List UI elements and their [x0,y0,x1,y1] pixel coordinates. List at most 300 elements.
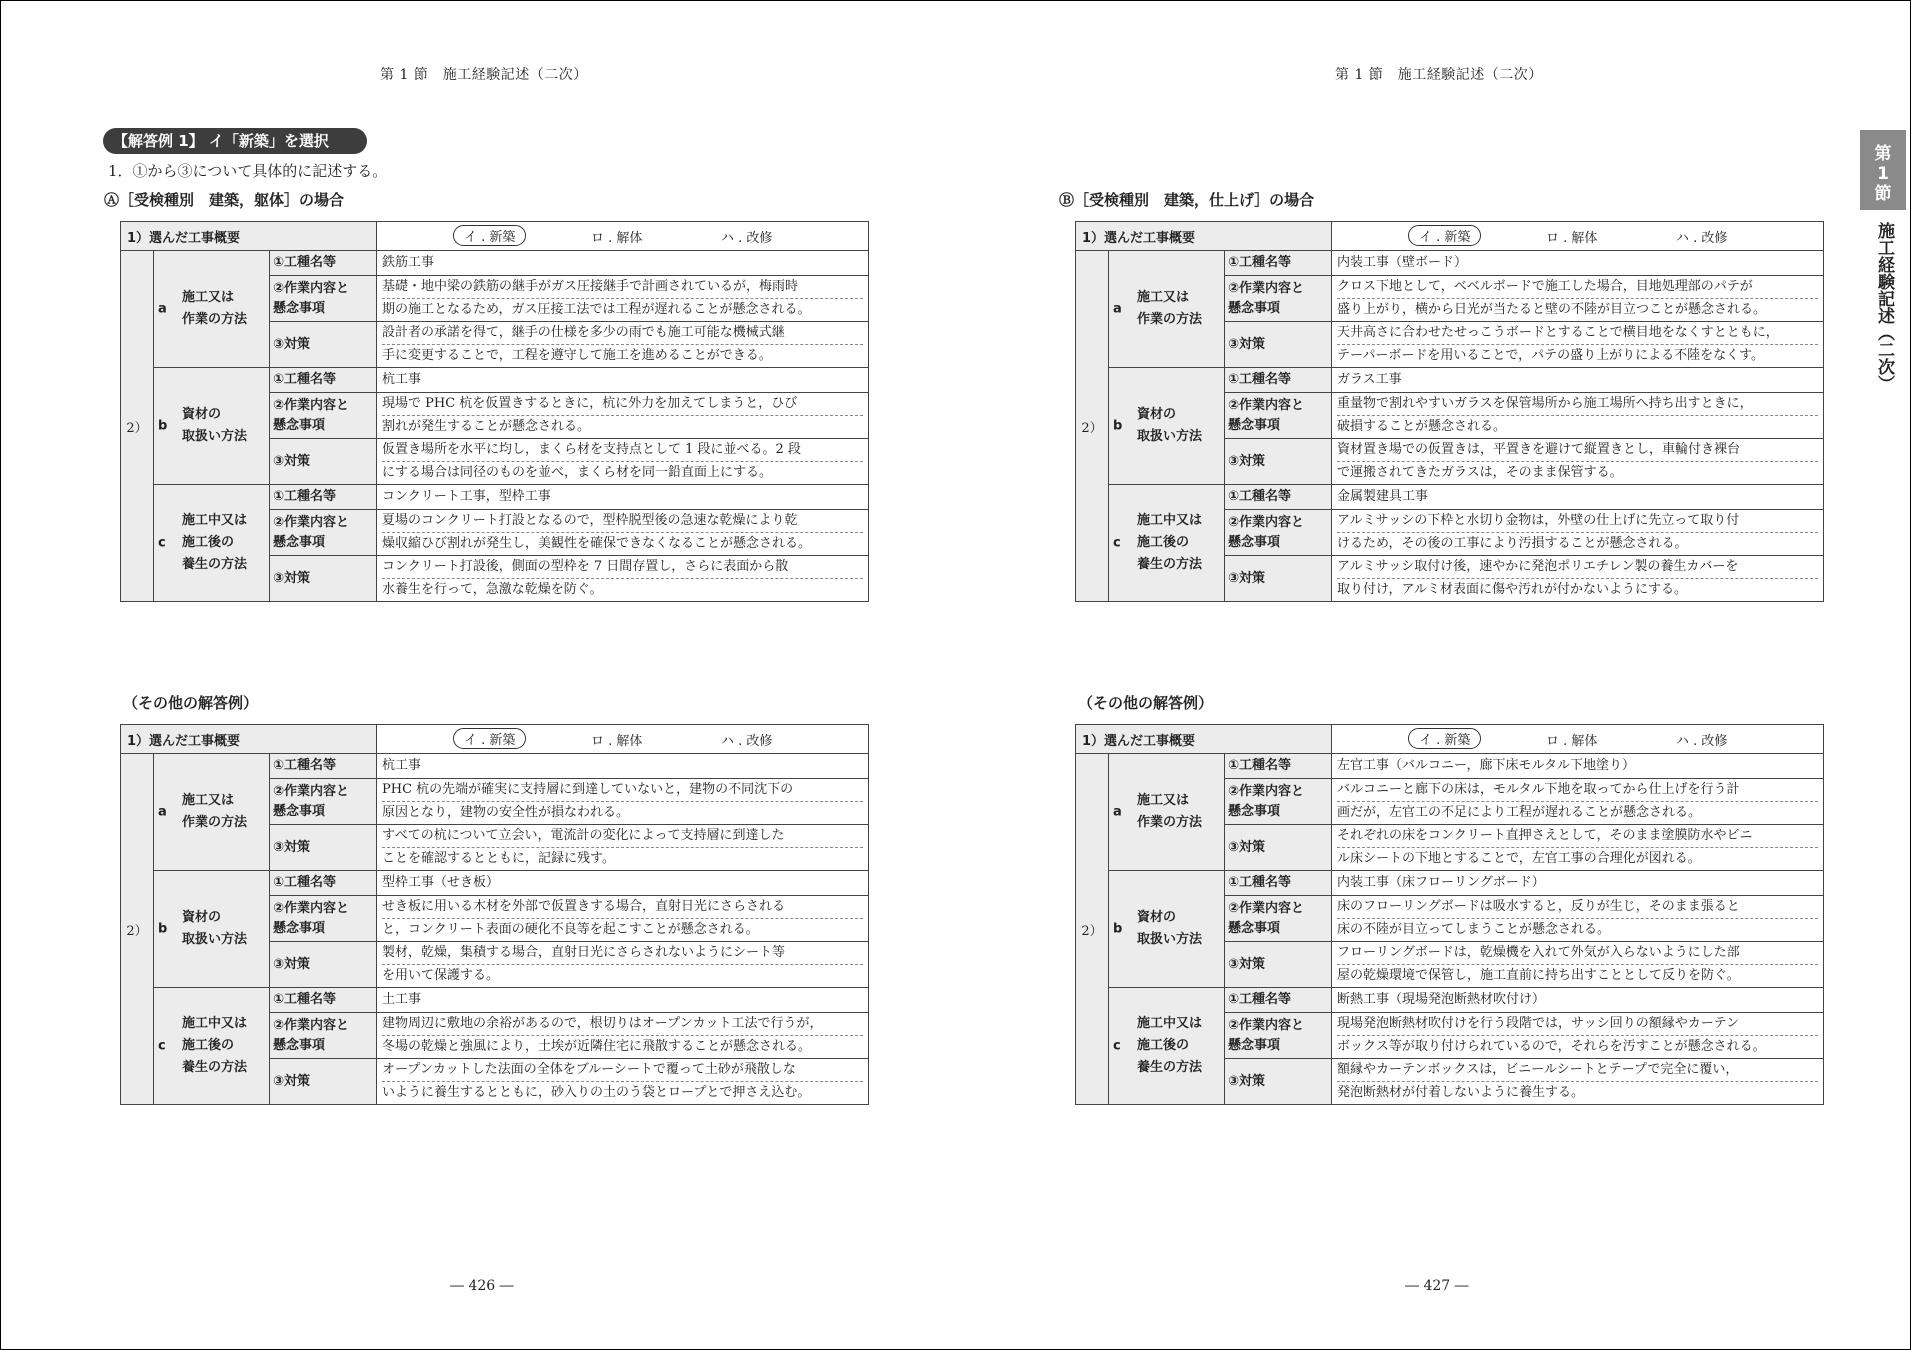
label-text: 懸念事項 [1228,803,1281,819]
option-new-build-circled: イ . 新築 [453,225,526,246]
label-text: ③対策 [1228,1073,1266,1089]
field-value-work [1332,393,1824,439]
value-line: 型枠工事（せき板） [382,875,500,890]
field-label-measure [270,556,377,602]
table-row [1076,251,1824,276]
category-line: 施工中又は [182,513,248,528]
category-line: 施工又は [1137,290,1190,305]
field-label-name [270,871,377,896]
field-value-measure [377,1059,869,1105]
category-letter: c [1113,535,1121,551]
value-line: 取り付け，アルミ材表面に傷や汚れが付かないようにする。 [1337,582,1687,597]
category-line: 取扱い方法 [182,429,248,444]
label-text: ①工種名等 [273,875,337,890]
intro-text: 1．①から③について具体的に記述する。 [108,162,388,180]
value-line: 手に変更することで，工程を遵守して施工を進めることができる。 [382,348,772,363]
value-line: を用いて保護する。 [382,968,500,983]
field-value-work [1332,510,1824,556]
table-row [121,871,869,896]
label-text: ①工種名等 [273,372,337,387]
category-line: 施工又は [182,290,235,305]
field-value-work [1332,779,1824,825]
field-label-work [1225,896,1332,942]
category-line: 施工後の [182,535,235,550]
option-demolition: ロ . 解体 [591,734,643,749]
label-text: ②作業内容と [1228,397,1305,413]
value-line: 床のフローリングボードは吸水すると，反りが生じ，そのまま張ると [1337,896,1818,919]
field-value-measure [1332,942,1824,988]
value-line: 基礎・地中梁の鉄筋の継手がガス圧接継手で計画されているが，梅雨時 [382,276,863,299]
row-2-text: 2） [126,923,148,939]
value-line: 左官工事（バルコニー，廊下床モルタル下地塗り） [1337,758,1635,773]
field-label-work [1225,393,1332,439]
label-text: ①工種名等 [1228,992,1292,1007]
label-text: ③対策 [273,570,311,586]
category-c [154,485,270,602]
value-line: 床の不陸が目立ってしまうことが懸念される。 [1337,922,1611,937]
other-examples-heading: （その他の解答例） [1078,694,1214,712]
value-line: 現場発泡断熱材吹付けを行う段階では，サッシ回りの額縁やカーテン [1337,1013,1818,1036]
value-line: ボックス等が取り付けられているので，それらを汚すことが懸念される。 [1337,1039,1766,1054]
label-text: ①工種名等 [1228,758,1292,773]
label-text: ③対策 [1228,956,1266,972]
field-label-name [1225,871,1332,896]
category-c [1109,988,1225,1105]
table-row [121,988,869,1013]
category-a [154,754,270,871]
label-text: ①工種名等 [273,489,337,504]
value-line: 燥収縮ひび割れが発生し，美観性を確保できなくなることが懸念される。 [382,536,812,551]
label-text: ①工種名等 [273,255,337,270]
value-line: それぞれの床をコンクリート直押さえとして，そのまま塗膜防水やビニ [1337,825,1818,848]
overview-label: 1）選んだ工事概要 [1076,725,1332,754]
category-line: 取扱い方法 [1137,429,1203,444]
answer-table-t1 [120,221,869,602]
value-line: アルミサッシの下枠と水切り金物は，外壁の仕上げに先立って取り付 [1337,510,1818,533]
label-text: ②作業内容と [1228,783,1305,799]
section-heading: Ⓑ［受検種別 建築，仕上げ］の場合 [1059,191,1315,209]
category-line: 養生の方法 [182,1060,248,1075]
value-line: 発泡断熱材が付着しないように養生する。 [1337,1085,1585,1100]
value-line: アルミサッシ取付け後，速やかに発泡ポリエチレン製の養生カバーを [1337,556,1818,579]
field-value-measure [1332,556,1824,602]
category-letter: a [1113,804,1122,820]
value-line: 割れが発生することが懸念される。 [382,419,591,434]
side-chapter-title: 施工経験記述（二次） [1874,222,1894,392]
value-line: と，コンクリート表面の硬化不良等を起こすことが懸念される。 [382,922,759,937]
value-line: 杭工事 [382,758,422,773]
value-line: コンクリート打設後，側面の型枠を 7 日間存置し，さらに表面から散 [382,556,863,579]
field-value-work [377,510,869,556]
label-text: ③対策 [1228,839,1266,855]
value-line: 画だが，左官工の不足により工程が遅れることが懸念される。 [1337,805,1702,820]
label-text: 懸念事項 [273,417,326,433]
category-line: 養生の方法 [1137,557,1203,572]
value-line: ル床シートの下地とすることで，左官工事の合理化が図れる。 [1337,851,1701,866]
category-line: 作業の方法 [1137,815,1203,830]
label-text: ①工種名等 [273,758,337,773]
field-value-name [377,754,869,779]
field-label-measure [270,1059,377,1105]
field-label-work [270,779,377,825]
field-label-name [270,988,377,1013]
field-label-name [270,754,377,779]
table-row [1076,368,1824,393]
category-line: 資材の [182,910,222,925]
label-text: ①工種名等 [273,992,337,1007]
answer-table-t3 [120,724,869,1105]
row-2-label [121,754,154,1105]
field-label-work [1225,276,1332,322]
label-text: 懸念事項 [1228,417,1281,433]
overview-options [377,222,869,251]
value-line: クロス下地として，ベベルボードで施工した場合，目地処理部のパテが [1337,276,1818,299]
category-line: 施工中又は [182,1016,248,1031]
value-line: コンクリート工事，型枠工事 [382,489,551,504]
overview-options [1332,222,1824,251]
category-line: 取扱い方法 [182,932,248,947]
overview-label: 1）選んだ工事概要 [121,725,377,754]
label-text: ②作業内容と [273,783,350,799]
option-demolition: ロ . 解体 [1546,231,1598,246]
field-value-name [377,871,869,896]
field-value-name [1332,485,1824,510]
category-line: 施工後の [1137,535,1190,550]
category-line: 施工後の [1137,1038,1190,1053]
field-label-measure [270,825,377,871]
category-line: 施工中又は [1137,513,1203,528]
category-text [182,287,247,331]
field-label-name [270,485,377,510]
field-label-name [1225,988,1332,1013]
value-line: 原因となり，建物の安全性が損なわれる。 [382,805,630,820]
field-label-measure [1225,439,1332,485]
table-row [121,485,869,510]
field-value-name [1332,368,1824,393]
category-b [1109,368,1225,485]
value-line: 期の施工となるため，ガス圧接工法では工程が遅れることが懸念される。 [382,302,811,317]
label-text: ③対策 [1228,453,1266,469]
category-text [1137,287,1202,331]
label-text: ②作業内容と [273,280,350,296]
answer-example-badge: 【解答例 1】 イ「新築」を選択 [103,128,367,154]
value-line: 水養生を行って，急激な乾燥を防ぐ。 [382,582,603,597]
page-number: ― 427 ― [1405,1278,1469,1294]
field-label-work [1225,1013,1332,1059]
value-line: 冬場の乾燥と強風により，土埃が近隣住宅に飛散することが懸念される。 [382,1039,812,1054]
label-text: 懸念事項 [273,920,326,936]
overview-options [1332,725,1824,754]
field-value-work [377,276,869,322]
field-value-measure [377,825,869,871]
value-line: PHC 杭の先端が確実に支持層に到達していないと，建物の不同沈下の [382,779,863,802]
field-value-measure [377,322,869,368]
overview-options [377,725,869,754]
category-letter: c [158,1038,166,1054]
category-line: 作業の方法 [1137,312,1203,327]
field-value-name [1332,988,1824,1013]
category-letter: a [158,804,167,820]
field-label-measure [1225,556,1332,602]
field-value-work [1332,1013,1824,1059]
table-row [121,754,869,779]
field-value-measure [1332,322,1824,368]
value-line: にする場合は同径のものを並べ，まくら材を同一鉛直面上にする。 [382,465,773,480]
value-line: バルコニーと廊下の床は，モルタル下地を取ってから仕上げを行う計 [1337,779,1818,802]
category-line: 施工又は [1137,793,1190,808]
field-value-name [1332,251,1824,276]
value-line: 内装工事（床フローリングボード） [1337,875,1545,890]
category-text [1137,404,1202,448]
value-line: テーパーボードを用いることで，パテの盛り上がりによる不陸をなくす。 [1337,348,1765,363]
field-label-name [1225,485,1332,510]
category-letter: b [158,921,168,937]
label-text: ①工種名等 [1228,255,1292,270]
option-new-build-circled: イ . 新築 [1408,225,1481,246]
value-line: 資材置き場での仮置きは，平置きを避けて縦置きとし，車輪付き裸台 [1337,439,1818,462]
label-text: ②作業内容と [273,900,350,916]
category-text [1137,1013,1202,1079]
field-value-work [377,779,869,825]
row-2-text: 2） [1081,923,1103,939]
label-text: ①工種名等 [1228,372,1292,387]
answer-table-t4 [1075,724,1824,1105]
category-b [154,871,270,988]
left-page [0,0,955,1350]
value-line: ことを確認するとともに，記録に残す。 [382,851,615,866]
value-line: フローリングボードは，乾燥機を入れて外気が入らないようにした部 [1337,942,1818,965]
value-line: 鉄筋工事 [382,255,435,270]
value-line: 断熱工事（現場発泡断熱材吹付け） [1337,992,1546,1007]
value-line: いように養生するとともに，砂入りの土のう袋とロープとで押さえ込む。 [382,1085,811,1100]
option-new-build-circled: イ . 新築 [453,728,526,749]
label-text: ③対策 [273,956,311,972]
category-text [182,907,247,951]
label-text: ③対策 [273,453,311,469]
value-line: 屋の乾燥環境で保管し，施工直前に持ち出すこととして反りを防ぐ。 [1337,968,1740,983]
value-line: 建物周辺に敷地の余裕があるので，根切りはオープンカット工法で行うが， [382,1013,863,1036]
category-c [1109,485,1225,602]
option-new-build-circled: イ . 新築 [1408,728,1481,749]
label-text: ③対策 [273,839,311,855]
label-text: 懸念事項 [1228,300,1281,316]
category-line: 養生の方法 [182,557,248,572]
category-line: 資材の [1137,910,1177,925]
field-value-name [377,368,869,393]
field-label-work [270,896,377,942]
category-text [182,790,247,834]
value-line: 仮置き場所を水平に均し，まくら材を支持点として 1 段に並べる。2 段 [382,439,863,462]
field-value-measure [377,556,869,602]
table-row [1076,485,1824,510]
other-examples-heading: （その他の解答例） [123,694,259,712]
label-text: ③対策 [273,336,311,352]
label-text: ②作業内容と [1228,1017,1305,1033]
value-line: 製材，乾燥，集積する場合，直射日光にさらされないようにシート等 [382,942,863,965]
field-label-measure [1225,322,1332,368]
value-line: 現場で PHC 杭を仮置きするときに，杭に外力を加えてしまうと，ひび [382,393,863,416]
running-head: 第 1 節 施工経験記述（二次） [1335,67,1543,83]
option-demolition: ロ . 解体 [591,231,643,246]
field-value-work [377,1013,869,1059]
category-letter: a [158,301,167,317]
section-tab: 第 1 節 [1860,130,1906,210]
label-text: ②作業内容と [273,514,350,530]
label-text: 懸念事項 [1228,920,1281,936]
category-text [182,510,247,576]
category-letter: b [1113,921,1123,937]
row-2-label [1076,251,1109,602]
value-line: 天井高さに合わせたせっこうボードとすることで横目地をなくすとともに， [1337,322,1818,345]
section-heading: Ⓐ［受検種別 建築，躯体］の場合 [104,191,345,209]
table-row [1076,988,1824,1013]
label-text: ②作業内容と [1228,280,1305,296]
label-text: ③対策 [1228,570,1266,586]
field-label-name [1225,754,1332,779]
table-row [1076,871,1824,896]
category-a [154,251,270,368]
category-text [182,404,247,448]
field-value-name [377,251,869,276]
category-letter: b [158,418,168,434]
field-label-work [270,510,377,556]
label-text: ③対策 [1228,336,1266,352]
category-a [1109,251,1225,368]
category-line: 施工又は [182,793,235,808]
overview-label: 1）選んだ工事概要 [1076,222,1332,251]
category-letter: a [1113,301,1122,317]
field-label-work [1225,779,1332,825]
category-line: 施工後の [182,1038,235,1053]
table-row [121,368,869,393]
label-text: ②作業内容と [273,1017,350,1033]
category-line: 資材の [182,407,222,422]
field-label-name [1225,251,1332,276]
field-label-measure [1225,942,1332,988]
field-value-name [377,485,869,510]
field-label-work [270,276,377,322]
field-value-work [1332,896,1824,942]
category-text [1137,790,1202,834]
field-value-name [377,988,869,1013]
value-line: せき板に用いる木材を外部で仮置きする場合，直射日光にさらされる [382,896,863,919]
value-line: 金属製建具工事 [1337,489,1429,504]
field-value-name [1332,754,1824,779]
overview-label: 1）選んだ工事概要 [121,222,377,251]
row-2-text: 2） [126,420,148,436]
category-a [1109,754,1225,871]
label-text: ①工種名等 [1228,875,1292,890]
value-line: 夏場のコンクリート打設となるので，型枠脱型後の急速な乾燥により乾 [382,510,863,533]
value-line: 破損することが懸念される。 [1337,419,1507,434]
option-demolition: ロ . 解体 [1546,734,1598,749]
field-label-name [270,251,377,276]
label-text: 懸念事項 [273,803,326,819]
field-label-measure [270,942,377,988]
value-line: 杭工事 [382,372,422,387]
category-line: 養生の方法 [1137,1060,1203,1075]
field-label-measure [270,322,377,368]
row-2-label [1076,754,1109,1105]
value-line: ガラス工事 [1337,372,1402,387]
field-label-name [270,368,377,393]
row-2-label [121,251,154,602]
value-line: 重量物で割れやすいガラスを保管場所から施工場所へ持ち出すときに， [1337,393,1818,416]
value-line: 内装工事（壁ボード） [1337,255,1468,270]
label-text: 懸念事項 [1228,534,1281,550]
field-label-work [270,393,377,439]
label-text: ②作業内容と [1228,514,1305,530]
category-line: 取扱い方法 [1137,932,1203,947]
category-b [1109,871,1225,988]
table-row [1076,754,1824,779]
field-value-measure [377,439,869,485]
category-letter: c [1113,1038,1121,1054]
label-text: ②作業内容と [1228,900,1305,916]
category-letter: b [1113,418,1123,434]
value-line: けるため，その後の工事により汚損することが懸念される。 [1337,536,1688,551]
field-value-measure [1332,439,1824,485]
value-line: 額縁やカーテンボックスは，ビニールシートとテープで完全に覆い， [1337,1059,1818,1082]
category-letter: c [158,535,166,551]
value-line: すべての杭について立会い，電流計の変化によって支持層に到達した [382,825,863,848]
category-text [182,1013,247,1079]
category-line: 資材の [1137,407,1177,422]
answer-table-t2 [1075,221,1824,602]
category-line: 作業の方法 [182,815,248,830]
field-label-work [1225,510,1332,556]
label-text: 懸念事項 [273,1037,326,1053]
category-b [154,368,270,485]
field-label-measure [1225,825,1332,871]
category-line: 施工中又は [1137,1016,1203,1031]
value-line: 設計者の承諾を得て，継手の仕様を多少の雨でも施工可能な機械式継 [382,322,863,345]
table-row [121,251,869,276]
value-line: 土工事 [382,992,422,1007]
label-text: ①工種名等 [1228,489,1292,504]
row-2-text: 2） [1081,420,1103,436]
field-value-name [1332,871,1824,896]
field-value-measure [1332,825,1824,871]
field-value-work [377,896,869,942]
option-renovation: ハ . 改修 [1676,734,1728,749]
field-value-measure [377,942,869,988]
running-head: 第 1 節 施工経験記述（二次） [380,67,588,83]
label-text: ②作業内容と [273,397,350,413]
category-c [154,988,270,1105]
field-label-measure [270,439,377,485]
label-text: 懸念事項 [1228,1037,1281,1053]
label-text: 懸念事項 [273,534,326,550]
field-label-work [270,1013,377,1059]
page-number: ― 426 ― [450,1278,514,1294]
field-value-work [377,393,869,439]
value-line: で運搬されてきたガラスは，そのまま保管する。 [1337,465,1623,480]
option-renovation: ハ . 改修 [721,734,773,749]
option-renovation: ハ . 改修 [1676,231,1728,246]
field-label-name [1225,368,1332,393]
category-text [1137,907,1202,951]
field-value-work [1332,276,1824,322]
option-renovation: ハ . 改修 [721,231,773,246]
label-text: ③対策 [273,1073,311,1089]
label-text: 懸念事項 [273,300,326,316]
category-text [1137,510,1202,576]
field-value-measure [1332,1059,1824,1105]
value-line: オープンカットした法面の全体をブルーシートで覆って土砂が飛散しな [382,1059,863,1082]
value-line: 盛り上がり，横から日光が当たると壁の不陸が目立つことが懸念される。 [1337,302,1767,317]
right-page [955,0,1911,1350]
